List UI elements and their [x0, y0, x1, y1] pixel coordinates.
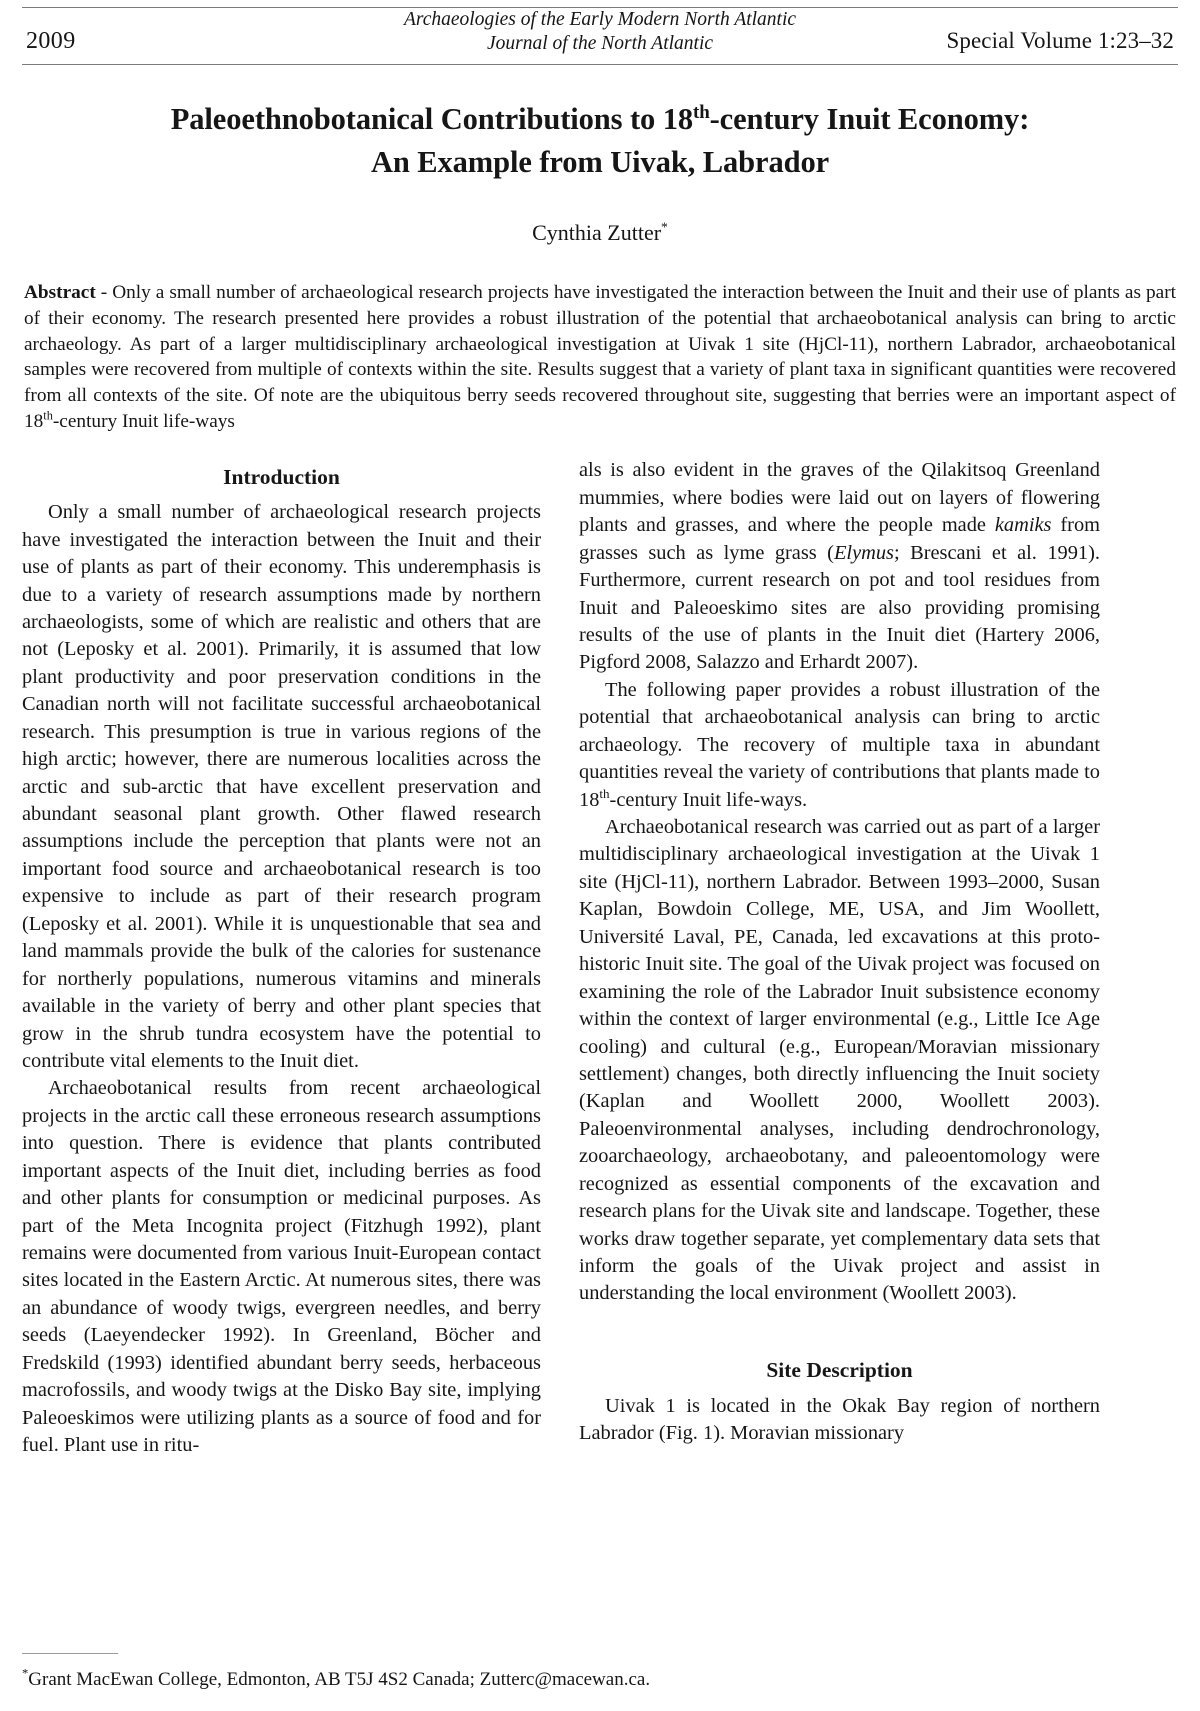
title-ordinal-suffix: th [693, 101, 710, 123]
abstract-text-part-1: Only a small number of archaeological research projects have investigated the interaction between the Inuit and their use of plants as part of their economy. The research presented here provides a robust illustration of the potential that archaeobotanical analysis can bring to arctic archaeology. As part of a larger multidisciplinary archaeological investigation at Uivak 1 site (HjCl-11), northern Labrador, archaeobotanical samples were recovered from multiple of contexts within the site. Results suggest that a variety of plant taxa in significant quantities were recovered from all contexts of the site. Of note are the ubiquitous berry seeds recovered throughout site, suggesting that berries were an important aspect of 18 [24, 281, 1176, 433]
abstract [24, 280, 1176, 436]
title-line-1-pre: Paleoethnobotanical Contributions to 18 [170, 102, 693, 136]
left-column-paragraph-2: Archaeobotanical results from recent archaeological projects in the arctic call these erroneous research assumptions into question. There is evidence that plants contributed important aspects of the Inuit diet, including berries as food and other plants for consumption or medicinal purposes. As part of the Meta Incognita project (Fitzhugh 1992), plant remains were documented from various Inuit-European contact sites located in the Eastern Arctic. At numerous sites, there was an abundance of woody twigs, evergreen needles, and berry seeds (Laeyendecker 1992). In Greenland, Böcher and Fredskild (1993) identified abundant berry seeds, herbaceous macrofossils, and woody twigs at the Disko Bay site, implying Paleoeskimos were utilizing plants as a source of food and for fuel. Plant use in ritu- [22, 1077, 541, 1457]
left-column [22, 457, 541, 1459]
section-heading-introduction: Introduction [223, 465, 340, 490]
running-head-year: 2009 [26, 28, 76, 54]
right-column-paragraph-3: Archaeobotanical research was carried out as part of a larger multidisciplinary archaeological investigation at the Uivak 1 site (HjCl-11), northern Labrador. Between 1993–2000, Susan Kaplan, Bowdoin College, ME, USA, and Jim Woollett, Université Laval, PE, Canada, led excavations at this proto-historic Inuit site. The goal of the Uivak project was focused on examining the role of the Labrador Inuit subsistence economy within the context of larger environmental (e.g., Little Ice Age cooling) and cultural (e.g., European/Moravian missionary settlement) changes, both directly influencing the Inuit society (Kaplan and Woollett 2000, Woollett 2003). Paleoenvironmental analyses, including dendrochronology, zooarchaeology, archaeobotany, and paleoentomology were recognized as essential components of the excavation and research plans for the Uivak site and landscape. Together, these works draw together separate, yet complementary data sets that inform the goals of the Uivak project and assist in understanding the local environment (Woollett 2003). [579, 816, 1100, 1305]
title-line-2: An Example from Uivak, Labrador [370, 145, 830, 180]
right-column-paragraph-4: Uivak 1 is located in the Okak Bay region of northern Labrador (Fig. 1). Moravian missionary [579, 1394, 1100, 1445]
right-p2-ordinal-suffix: th [599, 785, 610, 801]
author-name: Cynthia Zutter [532, 219, 662, 245]
right-column [579, 457, 1100, 1459]
abstract-ordinal-suffix: th [43, 408, 53, 423]
body-columns [22, 457, 1178, 1459]
right-p2-segment-b: -century Inuit life-ways. [609, 788, 808, 811]
author-footnote-marker: * [661, 219, 668, 235]
running-head-volume: Special Volume 1:23–32 [946, 28, 1174, 53]
right-p1-segment-b: from grasses such as lyme grass ( [579, 514, 1101, 564]
section-heading-site-description: Site Description [766, 1357, 913, 1382]
right-p1-italic-kamiks: kamiks [994, 514, 1052, 537]
right-p1-segment-c: ; Brescani et al. 1991). Furthermore, current research on pot and tool residues from Inuit and Paleoeskimo sites are also providing promising results of the use of plants in the Inuit diet (Hartery 2006, Pigford 2008, Salazzo and Erhardt 2007). [579, 541, 1100, 674]
running-head [22, 7, 1178, 65]
abstract-text-part-2: -century Inuit life-ways [52, 411, 235, 433]
right-p2-segment-a: The following paper provides a robust illustration of the potential that archaeobotanical analysis can bring to arctic archaeology. The recovery of multiple taxa in abundant quantities reveal the variety of contributions that plants made to 18 [579, 678, 1100, 811]
title-line-1 [171, 102, 1030, 136]
abstract-label: Abstract [24, 281, 96, 303]
author-line [22, 220, 1178, 246]
footnote [22, 1668, 1178, 1693]
right-p1-segment-a: als is also evident in the graves of the Qilakitsoq Greenland mummies, where bodies were laid out on layers of flowering plants and grasses, and where the people made [579, 459, 1100, 537]
footnote-area [22, 1653, 1178, 1693]
right-column-paragraph-1 [579, 457, 1100, 677]
footnote-separator-rule [22, 1653, 118, 1654]
abstract-dash: - [95, 281, 113, 303]
right-column-paragraph-2 [579, 677, 1100, 814]
title-line-1-post: -century Inuit Economy: [709, 102, 1030, 136]
right-p1-italic-elymus: Elymus [833, 541, 894, 564]
running-head-series: Archaeologies of the Early Modern North Atlantic [403, 8, 797, 30]
footnote-marker: * [22, 1666, 29, 1681]
page-title [80, 98, 1120, 185]
left-column-paragraph-1: Only a small number of archaeological research projects have investigated the interaction between the Inuit and their use of plants as part of their economy. This underemphasis is due to a variety of research assumptions made by northern archaeologists, some of which are realistic and others that are not (Leposky et al. 2001). Primarily, it is assumed that low plant productivity and poor preservation conditions in the Canadian north will not facilitate successful archaeobotanical research. This presumption is true in various regions of the high arctic; however, there are numerous localities across the arctic and sub-arctic that have excellent preservation and abundant seasonal plant growth. Other flawed research assumptions include the perception that plants were not an important food source and archaeobotanical research is too expensive to include as part of their research program (Leposky et al. 2001). While it is unquestionable that sea and land mammals provide the bulk of the calories for sustenance for northerly populations, numerous vitamins and minerals available in the variety of berry and other plant species that grow in the shrub tundra ecosystem have the potential to contribute vital elements to the Inuit diet. [22, 501, 541, 1072]
running-head-journal: Journal of the North Atlantic [486, 32, 714, 54]
footnote-text: Grant MacEwan College, Edmonton, AB T5J 4S2 Canada; Zutterc@macewan.ca. [28, 1669, 651, 1691]
